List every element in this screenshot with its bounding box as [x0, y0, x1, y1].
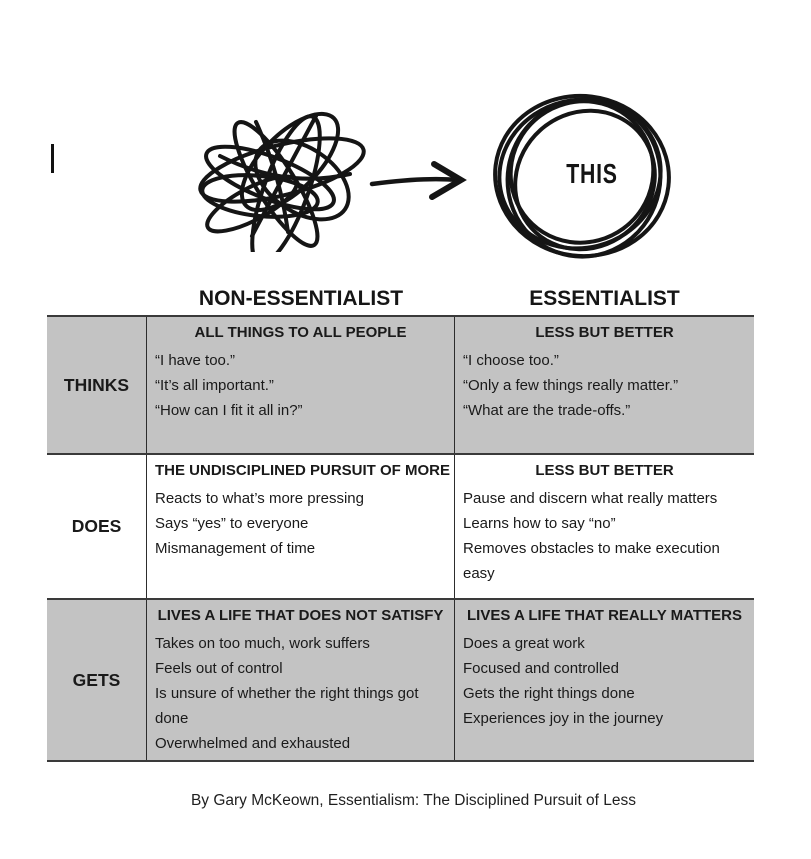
column-header-essentialist: ESSENTIALIST	[529, 287, 680, 310]
list-item: Learns how to say “no”	[463, 515, 616, 532]
cell-heading: LESS BUT BETTER	[535, 324, 674, 341]
list-item: Mismanagement of time	[155, 540, 316, 557]
table-row-thinks	[47, 317, 754, 455]
text-cursor-mark	[51, 144, 54, 173]
list-item: Pause and discern what really matters	[463, 490, 718, 507]
list-item: Says “yes” to everyone	[155, 515, 309, 532]
list-item: Focused and controlled	[463, 660, 619, 677]
list-item: “I have too.”	[155, 352, 236, 369]
list-item: Does a great work	[463, 635, 585, 652]
list-item: “Only a few things really matter.”	[463, 377, 679, 394]
gets-essentialist-cell	[455, 600, 754, 760]
list-item: “I choose too.”	[463, 352, 559, 369]
row-label-does: DOES	[47, 455, 147, 598]
credit-line: By Gary McKeown, Essentialism: The Disciplined Pursuit of Less	[190, 792, 637, 809]
list-item: Removes obstacles to make execution easy	[463, 540, 720, 582]
column-header-non-essentialist: NON-ESSENTIALIST	[198, 287, 404, 310]
tangle-scribble-drawing	[190, 104, 372, 252]
gets-non-essentialist-cell	[147, 600, 455, 760]
cell-heading: THE UNDISCIPLINED PURSUIT OF MORE	[155, 462, 451, 479]
arrow-icon	[368, 158, 480, 204]
list-item: Feels out of control	[155, 660, 283, 677]
list-item: Overwhelmed and exhausted	[155, 735, 351, 752]
comparison-table	[47, 315, 754, 762]
does-essentialist-cell	[455, 455, 754, 598]
cell-heading: ALL THINGS TO ALL PEOPLE	[194, 324, 407, 341]
cell-heading: LIVES A LIFE THAT REALLY MATTERS	[466, 607, 742, 624]
list-item: Takes on too much, work suffers	[155, 635, 370, 652]
row-label-thinks: THINKS	[47, 317, 147, 453]
list-item: “How can I fit it all in?”	[155, 402, 303, 419]
list-item: “What are the trade-offs.”	[463, 402, 631, 419]
table-row-gets	[47, 600, 754, 762]
list-item: “It’s all important.”	[155, 377, 274, 394]
this-label: THIS	[566, 158, 618, 189]
cell-heading: LIVES A LIFE THAT DOES NOT SATISFY	[157, 607, 444, 624]
table-row-does	[47, 455, 754, 600]
cell-heading: LESS BUT BETTER	[535, 462, 674, 479]
list-item: Gets the right things done	[463, 685, 635, 702]
list-item: Experiences joy in the journey	[463, 710, 664, 727]
list-item: Is unsure of whether the right things got done	[155, 685, 419, 727]
thinks-essentialist-cell	[455, 317, 754, 453]
does-non-essentialist-cell	[147, 455, 455, 598]
thinks-non-essentialist-cell	[147, 317, 455, 453]
list-item: Reacts to what’s more pressing	[155, 490, 364, 507]
row-label-gets: GETS	[47, 600, 147, 760]
